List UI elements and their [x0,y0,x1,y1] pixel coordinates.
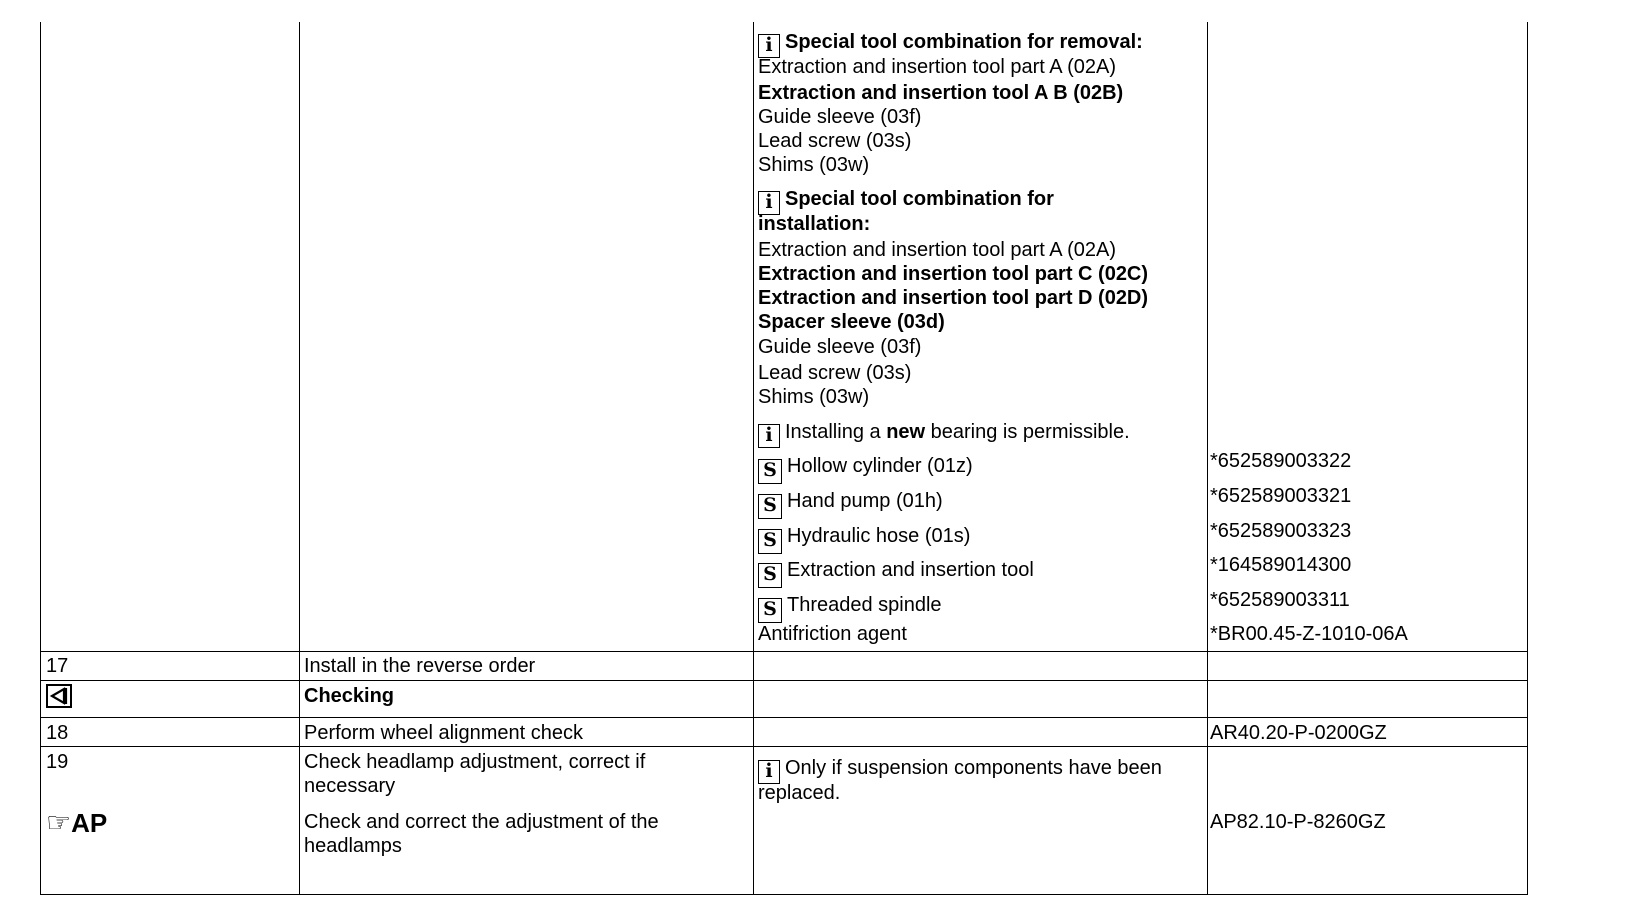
special-tool-icon: S [758,598,782,623]
removal-heading: i Special tool combination for removal: [758,30,1143,58]
removal-item: Extraction and insertion tool part A (02A) [758,56,1116,78]
step-number: 17 [46,655,69,677]
pointing-hand-icon: ☞ [46,806,72,839]
step-number: 18 [46,722,69,744]
info-icon: i [758,191,780,215]
installation-item: Shims (03w) [758,386,870,408]
row-divider-17 [41,651,1527,652]
special-tool-icon: S [758,563,782,588]
back-arrow-icon[interactable] [46,684,72,708]
suspension-note-cont: replaced. [758,782,841,804]
step-number: 19 [46,751,69,773]
step-text: Install in the reverse order [304,655,536,677]
antifriction-name: Antifriction agent [758,623,907,645]
installation-item: Extraction and insertion tool part C (02C) [758,263,1149,285]
new-bearing-note: i Installing a new bearing is permissible. [758,420,1130,448]
special-tool-number[interactable]: *652589003311 [1210,589,1350,611]
installation-heading-cont: installation: [758,213,871,235]
special-tool-number[interactable]: *652589003323 [1210,520,1352,542]
installation-item: Extraction and insertion tool part D (02D) [758,287,1149,309]
special-tool-icon: S [758,459,782,484]
installation-item: Guide sleeve (03f) [758,336,922,358]
installation-item: Extraction and insertion tool part A (02A) [758,239,1116,261]
step-text: Perform wheel alignment check [304,722,584,744]
special-tool-number[interactable]: *652589003321 [1210,485,1352,507]
info-icon: i [758,34,780,58]
document-reference[interactable]: AR40.20-P-0200GZ [1210,722,1387,744]
info-icon: i [758,424,780,448]
document-reference[interactable]: AP82.10-P-8260GZ [1210,811,1386,833]
special-tool-icon: S [758,494,782,519]
suspension-note: i Only if suspension components have been [758,756,1162,784]
step-text: Check headlamp adjustment, correct if [304,751,646,773]
info-icon: i [758,760,780,784]
col-divider-1 [299,22,300,894]
removal-item: Guide sleeve (03f) [758,106,922,128]
section-heading-checking: Checking [304,685,395,707]
installation-item: Spacer sleeve (03d) [758,311,945,333]
step-text-cont: necessary [304,775,396,797]
special-tool-icon: S [758,529,782,554]
removal-item: Extraction and insertion tool A B (02B) [758,82,1124,104]
col-divider-3 [1207,22,1208,894]
special-tool-name: S Hand pump (01h) [758,489,943,519]
row-divider-checking [41,680,1527,681]
special-tool-number[interactable]: *652589003322 [1210,450,1352,472]
special-tool-name: S Threaded spindle [758,593,942,623]
special-tool-name: S Extraction and insertion tool [758,558,1034,588]
removal-item: Lead screw (03s) [758,130,912,152]
special-tool-name: S Hydraulic hose (01s) [758,524,970,554]
row-divider-18 [41,717,1527,718]
antifriction-number[interactable]: *BR00.45-Z-1010-06A [1210,623,1408,645]
installation-heading: i Special tool combination for [758,187,1054,215]
col-divider-2 [753,22,754,894]
ap-step-text: Check and correct the adjustment of the [304,811,659,833]
row-divider-19 [41,746,1527,747]
ap-link[interactable]: ☞AP [46,806,108,839]
special-tool-number[interactable]: *164589014300 [1210,554,1352,576]
ap-step-text-cont: headlamps [304,835,402,857]
installation-item: Lead screw (03s) [758,362,912,384]
removal-item: Shims (03w) [758,154,870,176]
special-tool-name: S Hollow cylinder (01z) [758,454,973,484]
